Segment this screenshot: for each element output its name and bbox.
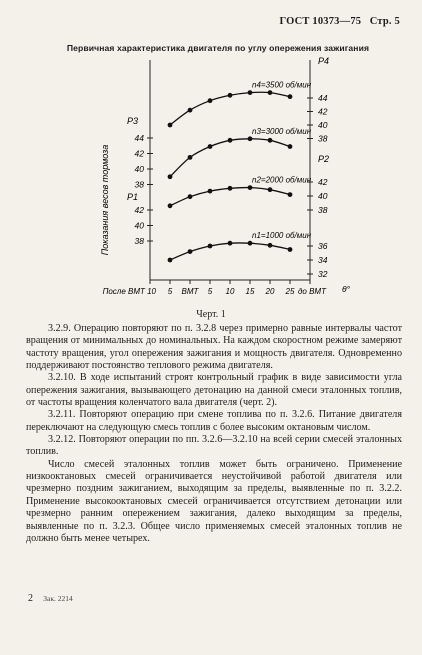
y-tick-label: 38 (318, 133, 328, 144)
data-point (268, 187, 273, 192)
x-tick-label: После ВМТ 10 (102, 287, 156, 296)
data-point (168, 203, 173, 208)
y-tick-label: 42 (134, 148, 144, 159)
ignition-characteristic-chart (20, 52, 420, 310)
data-point (268, 138, 273, 143)
page-number: 2 (28, 593, 33, 604)
data-point (228, 186, 233, 191)
data-point (288, 192, 293, 197)
data-point (268, 90, 273, 95)
data-point (208, 144, 213, 149)
x-tick-label: ВМТ (181, 287, 199, 296)
data-point (208, 98, 213, 103)
data-point (208, 189, 213, 194)
data-point (248, 185, 253, 190)
paragraph-3-2-11: 3.2.11. Повторяют операцию при смене топлива по п. 3.2.6. Питание двигателя переключают на следующую смесь топлив с более высоким октановым числом. (26, 409, 402, 433)
data-point (168, 258, 173, 263)
axis-name-label: P3 (126, 116, 138, 126)
data-point (168, 174, 173, 179)
page-label: Стр. 5 (369, 16, 400, 27)
paragraph-reference-fuels: Число смесей эталонных топлив может быть ограничено. Применение низкооктановых смесей ограничивается неустойчивой работой двигателя или чрезмерно поздним зажиганием, выходящим за пределы, выявленные по п. 3.2.2. Применение высокооктановых смесей ограничивается отсутствием детонации или чрезмерно ранним опережением зажигания, далеко выходящим за пределы, выявленные по п. 3.2.3. Общее число применяемых смесей эталонных топлив не должно быть менее четырех. (26, 458, 402, 544)
standard-number: ГОСТ 10373—75 (279, 16, 362, 27)
x-tick-label: 20 (265, 287, 275, 296)
x-tick-label: 25 (285, 287, 295, 296)
x-tick-label: 5 (167, 287, 173, 296)
data-point (248, 136, 253, 141)
series-label: n2=2000 об/мин (252, 175, 312, 185)
page-header (279, 16, 400, 27)
series-label: n4=3500 об/мин (252, 80, 312, 90)
page-footer (28, 593, 73, 604)
data-point (188, 108, 193, 113)
y-tick-label: 34 (318, 255, 328, 265)
y-tick-label: 44 (318, 93, 328, 103)
data-point (188, 155, 193, 160)
x-tick-label: 15 (245, 287, 255, 296)
series-label: n1=1000 об/мин (252, 231, 312, 241)
y-tick-label: 38 (318, 205, 328, 215)
body-text (26, 323, 402, 545)
y-tick-label: 42 (318, 106, 328, 117)
axis-name-label: P4 (318, 56, 330, 66)
data-point (268, 243, 273, 248)
paragraph-3-2-9: 3.2.9. Операцию повторяют по п. 3.2.8 через примерно равные интервалы частот вращения от минимальных до номинальных. На каждом скоростном режиме замеряют частоту вращения, угол опережения зажигания и мощность двигателя. Одновременно поддерживают постоянство теплового режима двигателя. (26, 323, 402, 372)
data-point (188, 194, 193, 199)
data-point (168, 123, 173, 128)
data-point (228, 93, 233, 98)
y-tick-label: 44 (134, 133, 144, 143)
data-point (288, 94, 293, 99)
y-tick-label: 38 (134, 179, 144, 190)
y-tick-label: 42 (134, 205, 144, 215)
x-axis-label: θ° (342, 284, 351, 294)
y-tick-label: 40 (134, 164, 144, 174)
y-tick-label: 32 (318, 269, 328, 279)
y-tick-label: 42 (318, 177, 328, 187)
data-point (228, 241, 233, 246)
x-tick-label: 10 (225, 287, 235, 296)
figure-caption: Черт. 1 (196, 309, 226, 320)
paragraph-3-2-10: 3.2.10. В ходе испытаний строят контрольный график в виде зависимости угла опережения зажигания, вызывающего детонацию на данной смеси эталонных топлив, от частоты вращения коленчатого вала двигателя (черт. 2). (26, 372, 402, 409)
axis-name-label: P2 (318, 154, 330, 164)
y-tick-label: 40 (318, 120, 328, 130)
figure-title: Первичная характеристика двигателя по углу опережения зажигания (66, 43, 370, 53)
axis-name-label: P1 (126, 192, 138, 202)
x-tick-label: 5 (207, 287, 213, 296)
y-tick-label: 40 (134, 220, 144, 231)
data-point (248, 90, 253, 95)
y-tick-label: 36 (318, 241, 328, 251)
paragraph-3-2-12: 3.2.12. Повторяют операции по пп. 3.2.6—3.2.10 на всей серии смесей эталонных топлив. (26, 434, 402, 458)
data-point (288, 144, 293, 149)
y-tick-label: 38 (134, 236, 144, 246)
data-point (188, 249, 193, 254)
order-number: Зак. 2214 (43, 594, 73, 603)
x-tick-label: до ВМТ (298, 287, 326, 296)
data-point (208, 244, 213, 249)
y-axis-label: Показания весов тормоза (100, 144, 110, 256)
data-point (288, 247, 293, 252)
data-point (248, 241, 253, 246)
y-tick-label: 40 (318, 191, 328, 201)
data-point (228, 138, 233, 143)
series-label: n3=3000 об/мин (252, 126, 312, 136)
